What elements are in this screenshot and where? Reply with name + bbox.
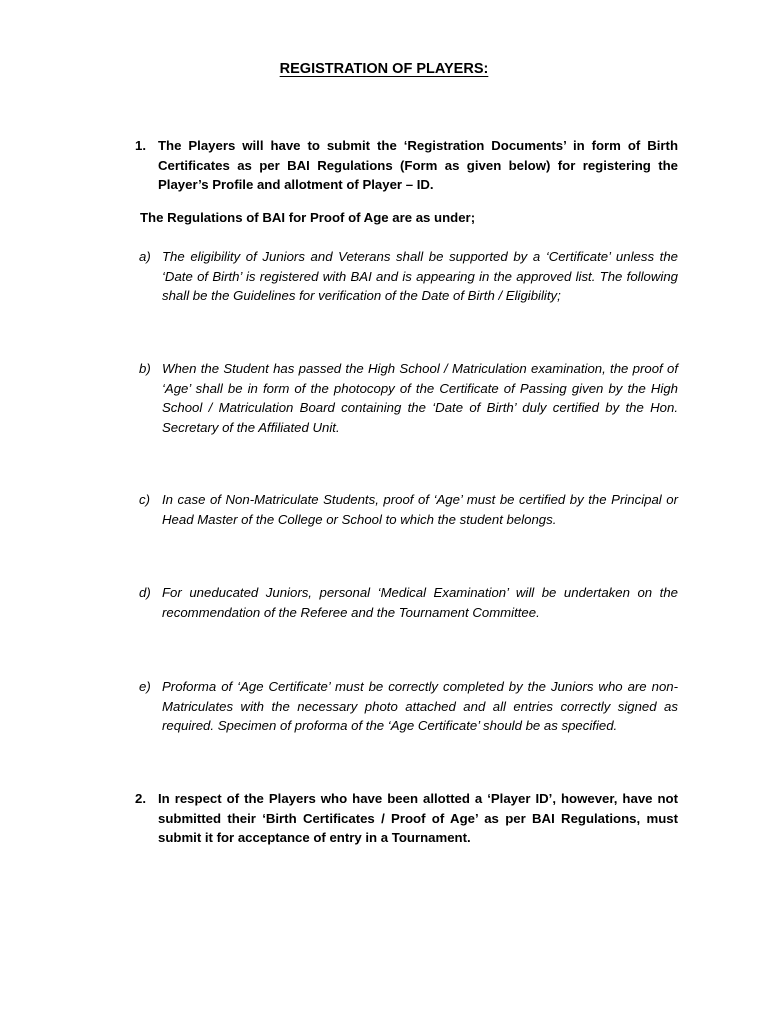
regulation-text: In case of Non-Matriculate Students, proof of ‘Age’ must be certified by the Principal or Head Master of the College or School to which the student belongs. <box>162 492 678 527</box>
item-marker: 1. <box>135 138 146 153</box>
regulation-item-c <box>139 490 678 529</box>
regulation-marker: e) <box>139 679 151 694</box>
regulation-item-b <box>139 359 678 437</box>
regulation-marker: b) <box>139 361 151 376</box>
item-marker: 2. <box>135 791 146 806</box>
page-title <box>0 61 768 77</box>
regulations-heading: The Regulations of BAI for Proof of Age are as under; <box>140 210 476 225</box>
regulation-marker: d) <box>139 585 151 600</box>
regulation-text: The eligibility of Juniors and Veterans shall be supported by a ‘Certificate’ unless the ‘Date of Birth’ is registered with BAI and is appearing in the approved list. The following shall be the Guidelines for verification of the Date of Birth / Eligibility; <box>162 249 678 303</box>
regulation-item-a <box>139 247 678 306</box>
numbered-item-1 <box>135 136 678 195</box>
numbered-item-2 <box>135 789 678 848</box>
item-text: In respect of the Players who have been allotted a ‘Player ID’, however, have not submitted their ‘Birth Certificates / Proof of Age’ as per BAI Regulations, must submit it for acceptance of entry in a Tournament. <box>158 791 678 845</box>
item-text: The Players will have to submit the ‘Registration Documents’ in form of Birth Certificates as per BAI Regulations (Form as given below) for registering the Player’s Profile and allotment of Player – ID. <box>158 138 678 192</box>
regulation-item-e <box>139 677 678 736</box>
regulation-marker: a) <box>139 249 151 264</box>
regulation-text: When the Student has passed the High School / Matriculation examination, the proof of ‘Age’ shall be in form of the photocopy of the Certificate of Passing given by the High School / Matriculation Board containing the ‘Date of Birth’ duly certified by the Hon. Secretary of the Affiliated Unit. <box>162 361 678 435</box>
regulation-text: For uneducated Juniors, personal ‘Medical Examination’ will be undertaken on the recommendation of the Referee and the Tournament Committee. <box>162 585 678 620</box>
regulation-marker: c) <box>139 492 150 507</box>
regulation-item-d <box>139 583 678 622</box>
regulation-text: Proforma of ‘Age Certificate’ must be correctly completed by the Juniors who are non- Matriculates with the necessary photo attached and all entries correctly signed as required. Specimen of proforma of the ‘Age Certificate’ should be as specified. <box>162 679 678 733</box>
page-title-text: REGISTRATION OF PLAYERS: <box>279 61 489 77</box>
